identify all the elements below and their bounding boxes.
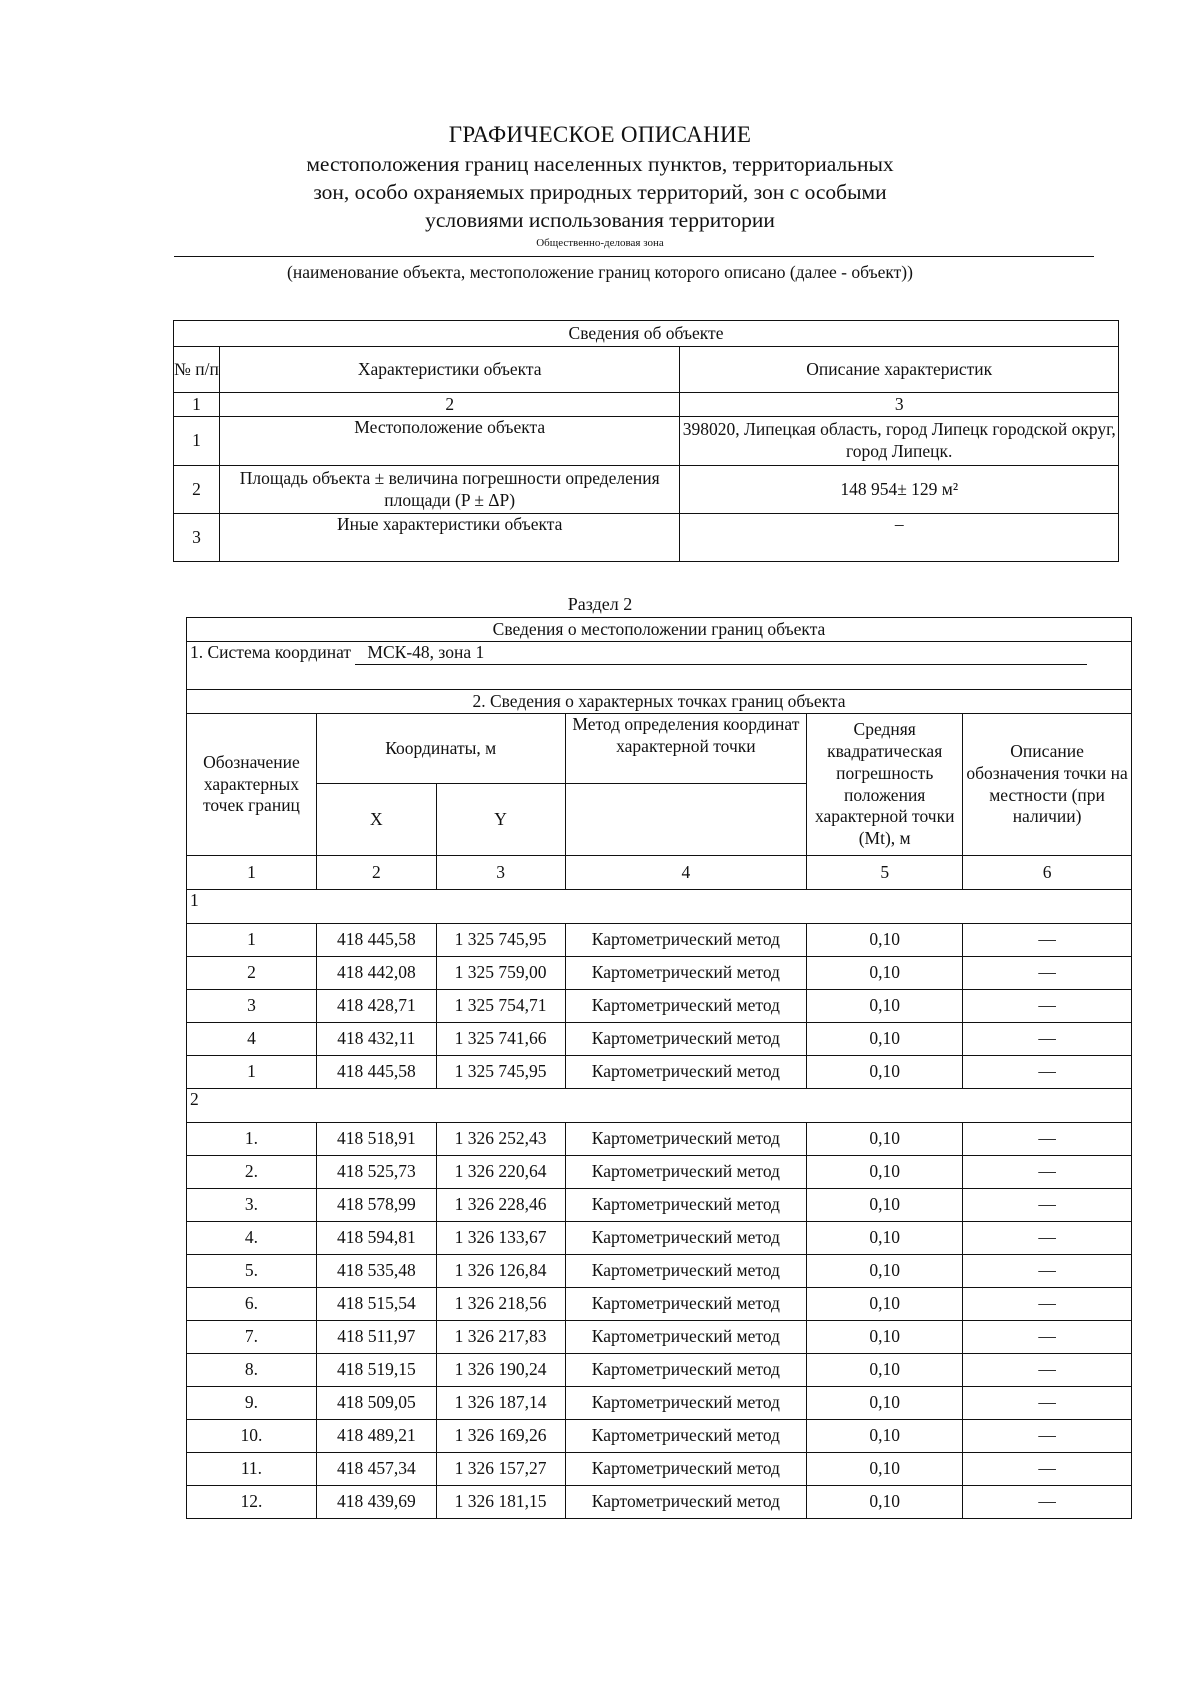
row-desc: 398020, Липецкая область, город Липецк городской округ, город Липецк. [680,417,1119,466]
col-header-y: Y [436,784,565,856]
point-description: — [963,957,1132,990]
accuracy-mt: 0,10 [807,1023,963,1056]
point-description: — [963,1354,1132,1387]
coord-x: 418 489,21 [316,1420,436,1453]
coord-system-label: 1. Система координат [190,642,352,662]
point-description: — [963,1255,1132,1288]
coord-system-row [187,642,1132,690]
point-label: 4. [187,1222,317,1255]
table-row [187,1486,1132,1519]
table-row [187,1189,1132,1222]
section-2-heading: Раздел 2 [567,594,633,614]
method: Картометрический метод [565,1420,807,1453]
method: Картометрический метод [565,1354,807,1387]
table-row [187,1023,1132,1056]
point-label: 4 [187,1023,317,1056]
point-description: — [963,924,1132,957]
col-header-description: Описание обозначения точки на местности (при наличии) [963,714,1132,856]
col-index: 6 [963,856,1132,890]
col-header-point: Обозначение характерных точек границ [187,714,317,856]
section-2-title: Сведения о местоположении границ объекта [187,618,1132,642]
method: Картометрический метод [565,1255,807,1288]
accuracy-mt: 0,10 [807,990,963,1023]
coord-y: 1 326 157,27 [436,1453,565,1486]
point-label: 12. [187,1486,317,1519]
accuracy-mt: 0,10 [807,924,963,957]
col-index: 2 [219,393,680,417]
point-label: 5. [187,1255,317,1288]
point-label: 1. [187,1123,317,1156]
coord-x: 418 428,71 [316,990,436,1023]
coord-y: 1 325 754,71 [436,990,565,1023]
table-row [187,990,1132,1023]
method: Картометрический метод [565,1023,807,1056]
col-header-method: Метод определения координат характерной точки [565,714,807,784]
col-header-coords: Координаты, м [316,714,565,784]
coord-x: 418 509,05 [316,1387,436,1420]
table-row [187,1056,1132,1089]
coord-y: 1 326 181,15 [436,1486,565,1519]
point-label: 2. [187,1156,317,1189]
point-label: 8. [187,1354,317,1387]
coord-y: 1 326 187,14 [436,1387,565,1420]
table-row [187,1288,1132,1321]
accuracy-mt: 0,10 [807,1453,963,1486]
table-row [187,1420,1132,1453]
method: Картометрический метод [565,924,807,957]
contour-label: 2 [187,1089,1132,1123]
point-description: — [963,1486,1132,1519]
accuracy-mt: 0,10 [807,1354,963,1387]
method: Картометрический метод [565,1486,807,1519]
accuracy-mt: 0,10 [807,1321,963,1354]
col-index: 4 [565,856,807,890]
point-description: — [963,1321,1132,1354]
coord-y: 1 326 218,56 [436,1288,565,1321]
table-row [187,1354,1132,1387]
coord-x: 418 457,34 [316,1453,436,1486]
coord-y: 1 326 169,26 [436,1420,565,1453]
method: Картометрический метод [565,1189,807,1222]
point-description: — [963,1056,1132,1089]
point-label: 6. [187,1288,317,1321]
accuracy-mt: 0,10 [807,1255,963,1288]
point-label: 2 [187,957,317,990]
coord-x: 418 511,97 [316,1321,436,1354]
table-row [187,1453,1132,1486]
subtitle-line-2: зон, особо охраняемых природных территорий, зон с особыми [313,180,887,204]
method: Картометрический метод [565,957,807,990]
coord-x: 418 442,08 [316,957,436,990]
accuracy-mt: 0,10 [807,1056,963,1089]
object-name-underline [174,256,1094,257]
col-header-method-blank [565,784,807,856]
point-label: 3. [187,1189,317,1222]
point-label: 10. [187,1420,317,1453]
accuracy-mt: 0,10 [807,1486,963,1519]
coord-y: 1 326 126,84 [436,1255,565,1288]
method: Картометрический метод [565,1387,807,1420]
coord-y: 1 325 745,95 [436,1056,565,1089]
subtitle-line-3: условиями использования территории [425,208,775,232]
method: Картометрический метод [565,990,807,1023]
coord-x: 418 578,99 [316,1189,436,1222]
accuracy-mt: 0,10 [807,1222,963,1255]
subtitle-line-1: местоположения границ населенных пунктов, территориальных [306,152,894,176]
coord-y: 1 325 745,95 [436,924,565,957]
contour-group-row [187,1089,1132,1123]
col-index: 5 [807,856,963,890]
accuracy-mt: 0,10 [807,1123,963,1156]
coord-y: 1 326 228,46 [436,1189,565,1222]
method: Картометрический метод [565,1453,807,1486]
coord-x: 418 518,91 [316,1123,436,1156]
method: Картометрический метод [565,1321,807,1354]
coord-x: 418 515,54 [316,1288,436,1321]
coord-x: 418 432,11 [316,1023,436,1056]
point-label: 1 [187,1056,317,1089]
accuracy-mt: 0,10 [807,1189,963,1222]
coord-x: 418 525,73 [316,1156,436,1189]
col-header-num: № п/п [174,347,220,393]
point-label: 7. [187,1321,317,1354]
object-name: Общественно-деловая зона [536,237,664,249]
point-description: — [963,1387,1132,1420]
point-description: — [963,990,1132,1023]
coord-x: 418 445,58 [316,1056,436,1089]
point-description: — [963,1189,1132,1222]
table-row [187,1387,1132,1420]
document-title: ГРАФИЧЕСКОЕ ОПИСАНИЕ [448,122,752,147]
row-char: Местоположение объекта [219,417,680,466]
coord-y: 1 326 133,67 [436,1222,565,1255]
coord-x: 418 445,58 [316,924,436,957]
col-header-accuracy: Средняя квадратическая погрешность положения характерной точки (Mt), м [807,714,963,856]
col-header-desc: Описание характеристик [680,347,1119,393]
point-label: 9. [187,1387,317,1420]
object-info-table [173,320,1119,562]
accuracy-mt: 0,10 [807,1420,963,1453]
table-row [187,1321,1132,1354]
row-num: 2 [174,466,220,514]
contour-group-row [187,890,1132,924]
method: Картометрический метод [565,1123,807,1156]
coord-y: 1 325 741,66 [436,1023,565,1056]
col-header-x: X [316,784,436,856]
row-desc: 148 954± 129 м² [680,466,1119,514]
method: Картометрический метод [565,1222,807,1255]
points-title: 2. Сведения о характерных точках границ объекта [187,690,1132,714]
boundary-points-table [186,617,1132,1519]
accuracy-mt: 0,10 [807,1156,963,1189]
col-index: 3 [680,393,1119,417]
point-description: — [963,1288,1132,1321]
method: Картометрический метод [565,1056,807,1089]
accuracy-mt: 0,10 [807,1387,963,1420]
row-desc: – [680,514,1119,562]
table-row [187,924,1132,957]
method: Картометрический метод [565,1288,807,1321]
col-header-char: Характеристики объекта [219,347,680,393]
row-char: Иные характеристики объекта [219,514,680,562]
coord-x: 418 439,69 [316,1486,436,1519]
col-index: 2 [316,856,436,890]
coord-x: 418 535,48 [316,1255,436,1288]
accuracy-mt: 0,10 [807,1288,963,1321]
point-description: — [963,1023,1132,1056]
coord-x: 418 594,81 [316,1222,436,1255]
point-description: — [963,1420,1132,1453]
point-description: — [963,1156,1132,1189]
table-row [187,957,1132,990]
coord-y: 1 325 759,00 [436,957,565,990]
point-label: 1 [187,924,317,957]
accuracy-mt: 0,10 [807,957,963,990]
col-index: 3 [436,856,565,890]
table-row [187,1255,1132,1288]
point-label: 3 [187,990,317,1023]
point-description: — [963,1123,1132,1156]
method: Картометрический метод [565,1156,807,1189]
point-description: — [963,1222,1132,1255]
object-caption: (наименование объекта, местоположение границ которого описано (далее - объект)) [287,262,913,282]
row-char: Площадь объекта ± величина погрешности определения площади (P ± ΔP) [219,466,680,514]
point-description: — [963,1453,1132,1486]
table-row [187,1222,1132,1255]
table-row [187,1123,1132,1156]
coord-y: 1 326 190,24 [436,1354,565,1387]
coord-y: 1 326 217,83 [436,1321,565,1354]
table-row [187,1156,1132,1189]
point-label: 11. [187,1453,317,1486]
col-index: 1 [187,856,317,890]
coord-system-value: МСК-48, зона 1 [355,642,1087,665]
row-num: 1 [174,417,220,466]
object-info-title: Сведения об объекте [174,321,1119,347]
coord-y: 1 326 220,64 [436,1156,565,1189]
col-index: 1 [174,393,220,417]
contour-label: 1 [187,890,1132,924]
coord-y: 1 326 252,43 [436,1123,565,1156]
row-num: 3 [174,514,220,562]
coord-x: 418 519,15 [316,1354,436,1387]
